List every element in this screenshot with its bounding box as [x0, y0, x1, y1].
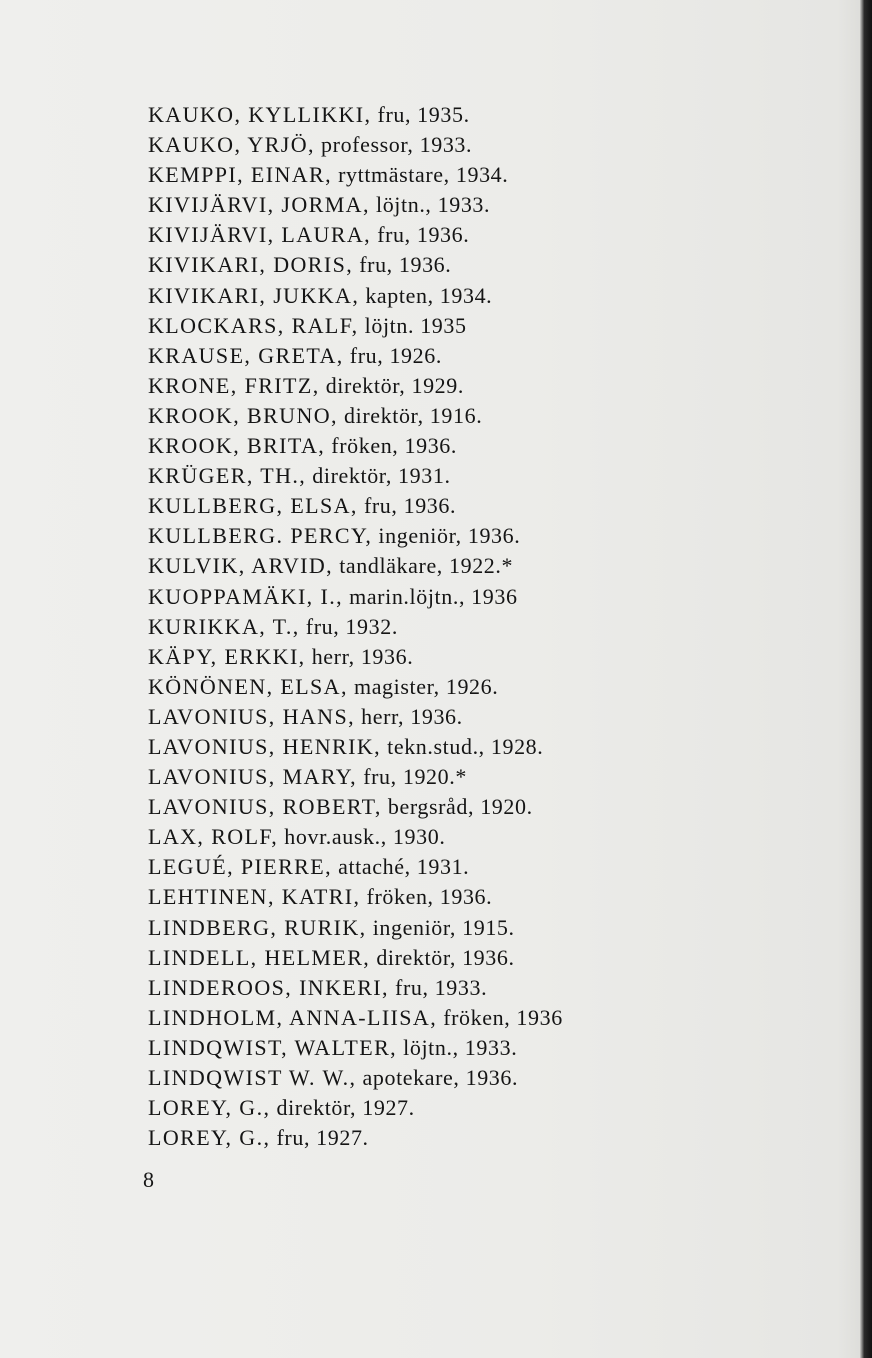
list-item [148, 1003, 563, 1033]
entry-details: direktör, 1916. [344, 402, 483, 428]
entry-details: ryttmästare, 1934. [338, 162, 509, 188]
entry-details: fru, 1932. [305, 613, 398, 639]
entry-name: KÖNÖNEN, ELSA, [148, 673, 348, 699]
entry-name: LEHTINEN, KATRI, [148, 884, 361, 910]
list-item [148, 672, 563, 702]
entry-name: KROOK, BRITA, [148, 433, 326, 459]
list-item [148, 461, 563, 491]
entry-name: KRÜGER, TH., [148, 463, 307, 489]
list-item [148, 642, 563, 672]
list-item [148, 311, 563, 341]
list-item [148, 822, 563, 852]
list-item [148, 612, 563, 642]
entry-name: LINDEROOS, INKERI, [148, 974, 389, 1000]
list-item [148, 1093, 563, 1123]
list-item [148, 220, 563, 250]
entry-name: LINDQWIST W. W., [148, 1065, 357, 1090]
entry-name: LAVONIUS, HANS, [148, 703, 356, 729]
page-binding-edge [860, 0, 872, 1358]
entry-name: KROOK, BRUNO, [148, 402, 338, 428]
entry-details: tekn.stud., 1928. [387, 733, 544, 759]
list-item [148, 1033, 563, 1063]
entry-details: fröken, 1936. [366, 884, 493, 910]
list-item [148, 431, 563, 461]
entry-name: KIVIJÄRVI, LAURA, [148, 222, 372, 248]
entry-name: KIVIKARI, DORIS, [148, 252, 354, 278]
list-item [148, 1123, 563, 1153]
list-item [148, 281, 563, 311]
entry-details: bergsråd, 1920. [387, 794, 533, 820]
list-item [148, 792, 563, 822]
entry-details: fru, 1926. [349, 342, 442, 368]
entry-name: KURIKKA, T., [148, 613, 300, 639]
entry-name: LAVONIUS, ROBERT, [148, 794, 382, 820]
entry-details: ingeniör, 1936. [378, 523, 521, 549]
entry-name: KLOCKARS, RALF, [148, 312, 359, 338]
entry-name: LINDQWIST, WALTER, [148, 1034, 398, 1060]
entry-details: direktör, 1927. [276, 1095, 415, 1121]
list-item [148, 882, 563, 912]
list-item [148, 100, 563, 130]
entry-details: direktör, 1936. [376, 944, 515, 970]
entry-name: LAVONIUS, HENRIK, [148, 733, 382, 759]
entry-details: ingeniör, 1915. [372, 914, 515, 940]
entry-details: fru, 1933. [395, 974, 488, 1000]
entry-name: KULLBERG, ELSA, [148, 493, 358, 519]
entry-details: löjtn., 1933. [376, 192, 491, 218]
entry-details: löjtn., 1933. [403, 1034, 518, 1060]
entry-details: fröken, 1936 [443, 1004, 563, 1030]
entry-details: apotekare, 1936. [362, 1065, 519, 1090]
entry-details: hovr.ausk., 1930. [284, 824, 446, 850]
list-item [148, 943, 563, 973]
entry-details: professor, 1933. [321, 132, 473, 158]
entry-name: LAVONIUS, MARY, [148, 764, 358, 790]
list-item [148, 341, 563, 371]
entry-details: magister, 1926. [353, 673, 499, 699]
entry-details: kapten, 1934. [365, 282, 493, 308]
entry-details: direktör, 1929. [325, 372, 464, 398]
entry-name: LINDELL, HELMER, [148, 944, 371, 970]
entry-details: fru, 1936. [363, 493, 457, 519]
list-item [148, 973, 563, 1003]
entry-name: KEMPPI, EINAR, [148, 162, 332, 188]
entry-details: fru, 1920.* [363, 764, 467, 790]
entry-details: fru, 1927. [276, 1125, 369, 1151]
entry-name: KRAUSE, GRETA, [148, 342, 344, 368]
entry-name: KIVIJÄRVI, JORMA, [148, 192, 370, 218]
entry-name: KAUKO, YRJÖ, [148, 132, 315, 158]
entry-name: LINDHOLM, ANNA-LIISA, [148, 1004, 438, 1030]
list-item [148, 371, 563, 401]
entry-list [148, 100, 563, 1153]
entry-name: LEGUÉ, PIERRE, [148, 854, 332, 880]
entry-name: KULVIK, ARVID, [148, 553, 334, 579]
list-item [148, 130, 563, 160]
entry-name: KIVIKARI, JUKKA, [148, 282, 360, 308]
entry-details: fröken, 1936. [331, 433, 457, 459]
list-item [148, 491, 563, 521]
list-item [148, 551, 563, 581]
entry-name: KUOPPAMÄKI, I., [148, 583, 343, 609]
list-item [148, 913, 563, 943]
entry-name: LINDBERG, RURIK, [148, 914, 367, 940]
page-number: 8 [143, 1167, 154, 1192]
entry-name: KAUKO, KYLLIKKI, [148, 102, 372, 127]
list-item [148, 762, 563, 792]
list-item [148, 250, 563, 280]
list-item [148, 160, 563, 190]
list-item [148, 401, 563, 431]
entry-details: fru, 1935. [377, 102, 470, 127]
list-item [148, 852, 563, 882]
entry-name: LAX, ROLF, [148, 824, 279, 850]
entry-details: fru, 1936. [377, 222, 470, 248]
entry-details: fru, 1936. [359, 252, 452, 278]
entry-name: KRONE, FRITZ, [148, 372, 320, 398]
entry-details: herr, 1936. [361, 703, 463, 729]
entry-name: LOREY, G., [148, 1125, 271, 1151]
entry-details: direktör, 1931. [312, 463, 451, 489]
list-item [148, 582, 563, 612]
entry-details: tandläkare, 1922.* [339, 553, 514, 579]
list-item [148, 1063, 563, 1093]
entry-name: KÄPY, ERKKI, [148, 643, 306, 669]
list-item [148, 521, 563, 551]
list-item [148, 190, 563, 220]
entry-name: KULLBERG. PERCY, [148, 523, 373, 549]
entry-details: löjtn. 1935 [364, 312, 467, 338]
entry-details: herr, 1936. [311, 643, 414, 669]
entry-name: LOREY, G., [148, 1095, 271, 1121]
entry-details: marin.löjtn., 1936 [349, 583, 518, 609]
entry-details: attaché, 1931. [338, 854, 470, 880]
list-item [148, 732, 563, 762]
list-item [148, 702, 563, 732]
